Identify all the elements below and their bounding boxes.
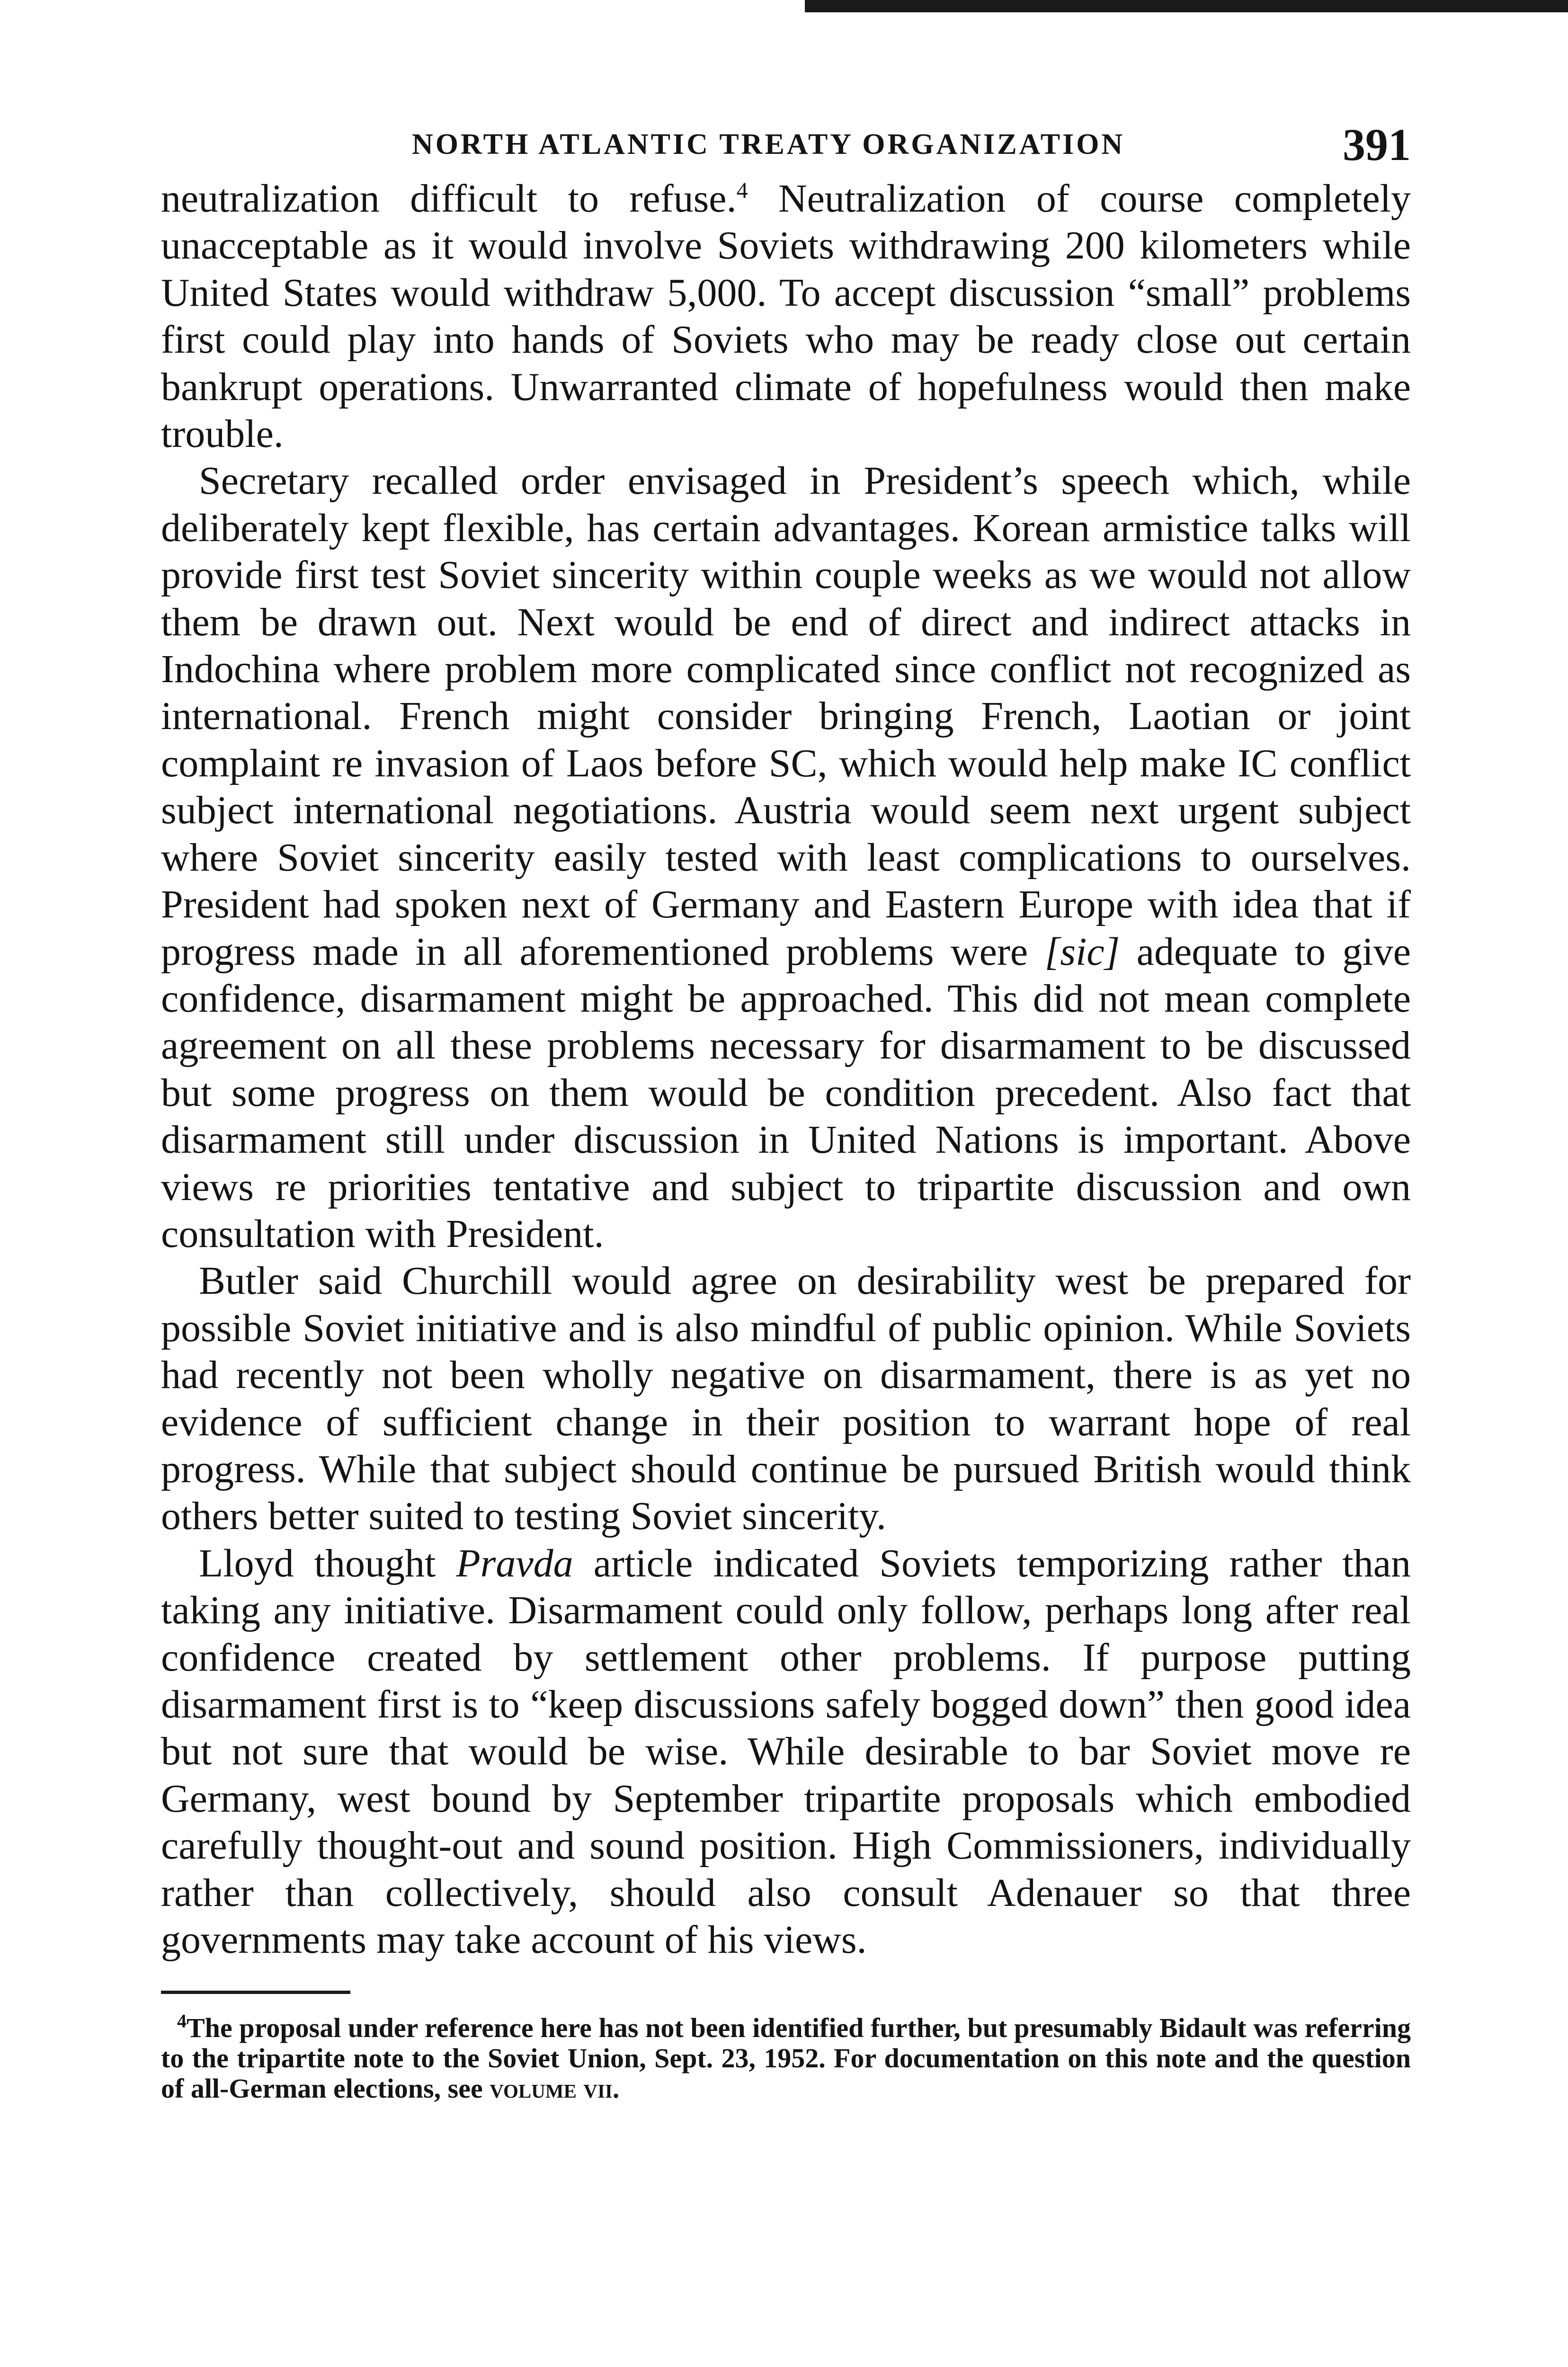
footnote-rule — [161, 1991, 350, 1994]
top-edge-rule — [805, 0, 1568, 12]
footnote-text: The proposal under reference here has not been identified further, but presumably Bidault was referring to the tripartite note to the Soviet Union, Sept. 23, 1952. For documentation on this note and the question of all-German elections, see — [161, 2012, 1411, 2104]
paragraph-4-text-start: Lloyd thought — [199, 1541, 456, 1585]
document-page — [161, 118, 1411, 2104]
footnote — [161, 2013, 1411, 2104]
sic-annotation: [sic] — [1044, 929, 1120, 974]
paragraph-4 — [161, 1540, 1411, 1964]
paragraph-1-text-start: neutralization difficult to refuse. — [161, 177, 737, 221]
paragraph-1 — [161, 175, 1411, 457]
body-text — [161, 175, 1411, 1963]
paragraph-2-text-end: adequate to give confidence, disarmament might be approached. This did not mean complete agreement on all these problems necessary for disarmament to be discussed but some progress on them would be condition precedent. Also fact that disarmament still under discussion in United Nations is important. Above views re priorities tentative and subject to tripartite discussion and own consultation with President. — [161, 929, 1411, 1256]
page-number: 391 — [1343, 119, 1411, 170]
paragraph-3: Butler said Churchill would agree on desirability west be prepared for possible Soviet initiative and is also mindful of public opinion. While Soviets had recently not been wholly negative on disarmament, there is as yet no evidence of sufficient change in their position to warrant hope of real progress. While that subject should continue be pursued British would think others better suited to testing Soviet sincerity. — [161, 1259, 1411, 1539]
paragraph-2 — [161, 457, 1411, 1257]
paragraph-2-text-start: Secretary recalled order envisaged in President’s speech which, while deliberately kept flexible, has certain advantages. Korean armistice talks will provide first test Soviet sincerity within couple weeks as we would not allow them be drawn out. Next would be end of direct and indirect attacks in Indochina where problem more complicated since conflict not recognized as international. French might consider bringing French, Laotian or joint complaint re invasion of Laos before SC, which would help make IC conflict subject international negotiations. Austria would seem next urgent subject where Soviet sincerity easily tested with least complications to ourselves. President had spoken next of Germany and Eastern Europe with idea that if progress made in all aforementioned problems were — [161, 459, 1411, 974]
paragraph-4-text-end: article indicated Soviets temporizing rather than taking any initiative. Disarmament could only follow, perhaps long after real confidence created by settlement other problems. If purpose putting disarmament first is to “keep discussions safely bogged down” then good idea but not sure that would be wise. While desirable to bar Soviet move re Germany, west bound by September tripartite proposals which embodied carefully thought-out and sound position. High Commissioners, individually rather than collectively, should also consult Adenauer so that three governments may take account of his views. — [161, 1541, 1411, 1962]
running-title: NORTH ATLANTIC TREATY ORGANIZATION — [412, 128, 1125, 160]
running-head — [161, 118, 1411, 175]
footnote-volume-reference: volume vii. — [490, 2073, 620, 2104]
footnote-reference: 4 — [736, 178, 748, 203]
paragraph-1-text-end: Neutralization of course completely unacceptable as it would involve Soviets withdrawing 200 kilometers while United States would withdraw 5,000. To accept discussion “small” problems first could play into hands of Soviets who may be ready close out certain bankrupt operations. Unwarranted climate of hopefulness would then make trouble. — [161, 177, 1411, 456]
pravda-title: Pravda — [456, 1541, 573, 1585]
footnote-number: 4 — [177, 2011, 187, 2032]
